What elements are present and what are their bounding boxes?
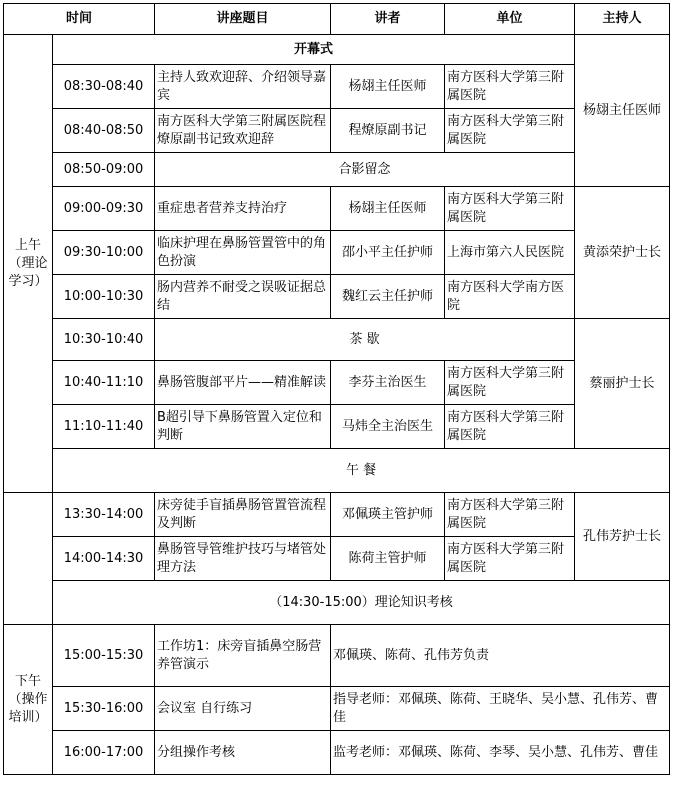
time-cell: 08:40-08:50 [53,109,155,153]
time-cell: 08:30-08:40 [53,65,155,109]
table-row [4,687,670,731]
speaker-cell: 邓佩瑛主管护师 [331,493,445,537]
speaker-cell: 马炜全主治医生 [331,405,445,449]
topic-cell: 南方医科大学第三附属医院程燎原副书记致欢迎辞 [155,109,331,153]
time-cell: 09:30-10:00 [53,231,155,275]
time-cell: 11:10-11:40 [53,405,155,449]
time-cell: 10:30-10:40 [53,319,155,361]
unit-cell: 南方医科大学第三附属医院 [445,537,575,581]
unit-cell: 南方医科大学第三附属医院 [445,493,575,537]
header-topic: 讲座题目 [155,4,331,35]
speaker-cell: 邵小平主任护师 [331,231,445,275]
speaker-cell: 程燎原副书记 [331,109,445,153]
people-cell: 监考老师：邓佩瑛、陈荷、李琴、吴小慧、孔伟芳、曹佳 [331,731,670,775]
unit-cell: 南方医科大学第三附属医院 [445,109,575,153]
table-row [4,35,670,65]
time-cell: 10:00-10:30 [53,275,155,319]
people-cell: 指导老师：邓佩瑛、陈荷、王晓华、吴小慧、孔伟芳、曹佳 [331,687,670,731]
table-row [4,493,670,537]
speaker-cell: 杨翃主任医师 [331,187,445,231]
unit-cell: 上海市第六人民医院 [445,231,575,275]
topic-cell: 鼻肠管腹部平片——精准解读 [155,361,331,405]
topic-cell: 临床护理在鼻肠管置管中的角色扮演 [155,231,331,275]
topic-cell: B超引导下鼻肠管置入定位和判断 [155,405,331,449]
table-row [4,405,670,449]
speaker-cell: 李芬主治医生 [331,361,445,405]
photo-session: 合影留念 [155,153,575,187]
table-row [4,275,670,319]
unit-cell: 南方医科大学第三附属医院 [445,65,575,109]
afternoon-label: 下午（操作培训） [4,625,53,775]
time-cell: 08:50-09:00 [53,153,155,187]
table-row [4,109,670,153]
header-unit: 单位 [445,4,575,35]
table-row [4,625,670,687]
topic-cell: 分组操作考核 [155,731,331,775]
theory-exam: （14:30-15:00）理论知识考核 [53,581,670,625]
morning-label: 上午（理论学习） [4,35,53,493]
time-cell: 15:30-16:00 [53,687,155,731]
time-cell: 14:00-14:30 [53,537,155,581]
time-cell: 15:00-15:30 [53,625,155,687]
unit-cell: 南方医科大学第三附属医院 [445,187,575,231]
time-cell: 10:40-11:10 [53,361,155,405]
topic-cell: 主持人致欢迎辞、介绍领导嘉宾 [155,65,331,109]
time-cell: 09:00-09:30 [53,187,155,231]
topic-cell: 鼻肠管导管维护技巧与堵管处理方法 [155,537,331,581]
speaker-cell: 杨翃主任医师 [331,65,445,109]
speaker-cell: 陈荷主管护师 [331,537,445,581]
table-row [4,231,670,275]
time-cell: 16:00-17:00 [53,731,155,775]
host-3: 蔡丽护士长 [575,319,670,449]
table-row [4,537,670,581]
table-row [4,449,670,493]
host-2: 黄添荣护士长 [575,187,670,319]
table-row [4,187,670,231]
table-row [4,361,670,405]
schedule-table [3,3,670,775]
unit-cell: 南方医科大学第三附属医院 [445,361,575,405]
header-time: 时间 [4,4,155,35]
unit-cell: 南方医科大学第三附属医院 [445,405,575,449]
unit-cell: 南方医科大学南方医院 [445,275,575,319]
time-cell: 13:30-14:00 [53,493,155,537]
table-row [4,153,670,187]
opening-ceremony: 开幕式 [53,35,575,65]
table-row [4,731,670,775]
header-row [4,4,670,35]
tea-break: 茶 歇 [155,319,575,361]
topic-cell: 重症患者营养支持治疗 [155,187,331,231]
topic-cell: 工作坊1：床旁盲插鼻空肠营养管演示 [155,625,331,687]
lunch-break: 午 餐 [53,449,670,493]
speaker-cell: 魏红云主任护师 [331,275,445,319]
people-cell: 邓佩瑛、陈荷、孔伟芳负责 [331,625,670,687]
table-row [4,319,670,361]
table-row [4,65,670,109]
header-host: 主持人 [575,4,670,35]
header-speaker: 讲者 [331,4,445,35]
topic-cell: 会议室 自行练习 [155,687,331,731]
topic-cell: 床旁徒手盲插鼻肠管置管流程及判断 [155,493,331,537]
topic-cell: 肠内营养不耐受之误吸证据总结 [155,275,331,319]
host-4: 孔伟芳护士长 [575,493,670,581]
host-1: 杨翃主任医师 [575,35,670,187]
spacer-cell [4,493,53,625]
table-row [4,581,670,625]
